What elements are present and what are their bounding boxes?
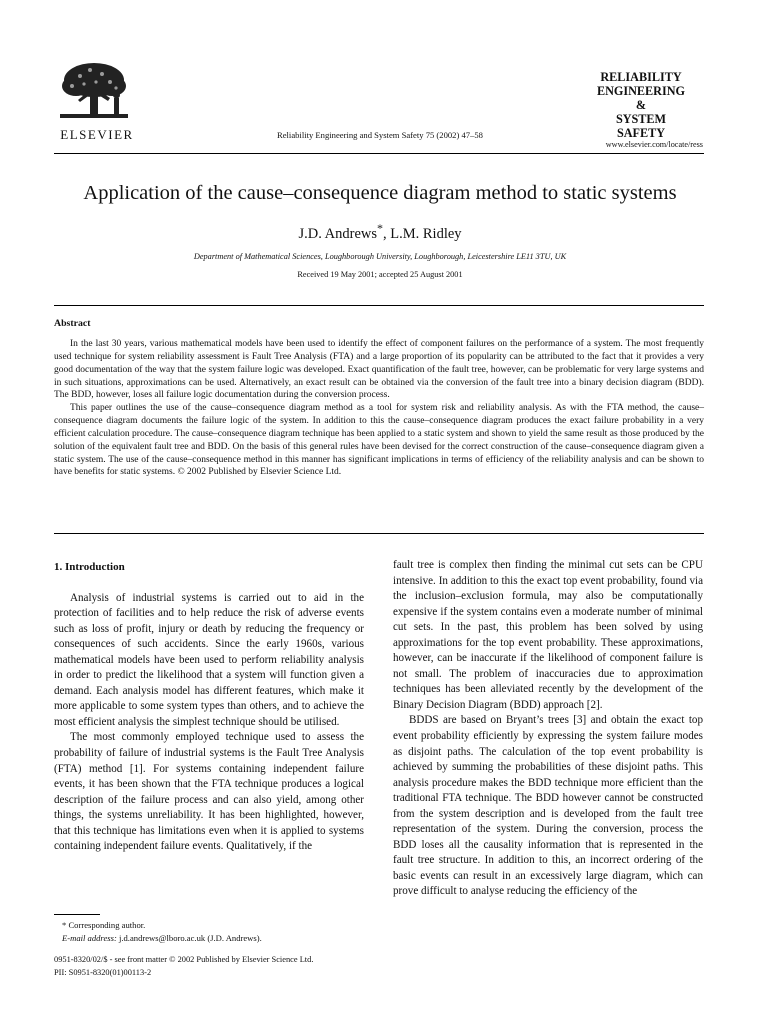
received-dates: Received 19 May 2001; accepted 25 August 2001 bbox=[297, 270, 463, 279]
body-paragraph: Analysis of industrial systems is carried out to aid in the protection of facilities and to help reduce the risk of adverse events such as loss of profit, injury or death by reducing the frequency or consequences of such accidents. Since the early 1960s, various mathematical models have been used to perform reliability analysis in order to predict the likelihood that a system will function given a demand. Each analysis model has different features, which make it more applicable to some system types than others, and to achieve the most efficient analysis the simplest technique should be utilised. bbox=[54, 591, 364, 728]
issn-line: 0951-8320/02/$ - see front matter © 2002 Published by Elsevier Science Ltd. bbox=[54, 955, 314, 964]
journal-url[interactable]: www.elsevier.com/locate/ress bbox=[605, 140, 703, 149]
abstract-bottom-divider bbox=[54, 533, 704, 534]
abstract-paragraph: This paper outlines the use of the cause–consequence diagram method as a tool for system risk and reliability analysis. As with the FTA method, the cause–consequence diagram documents the failure logic of the system. In addition to this the cause–consequence diagram produces the exact failure probability in a very efficient calculation procedure. The cause–consequence diagram technique has been applied to a static system and shown to yield the same result as those produced by the solution of the equivalent fault tree and BDD. On the basis of this general rules have been devised for the correct construction of the cause–consequence diagram given a static system. The use of the cause–consequence method in this manner has significant implications in terms of efficiency of the reliability analysis and can be shown to have benefits for static systems. © 2002 Published by Elsevier Science Ltd. bbox=[54, 403, 704, 478]
email-label: E-mail address: bbox=[62, 932, 117, 943]
body-paragraph: fault tree is complex then finding the minimal cut sets can be CPU intensive. In addition to this the exact top event probability, found via the inclusion–exclusion formula, may also be computationally expensive if the system contains even a moderate number of minimal cut sets. In the past, this problem has been solved by using approximations for the top event probability. These approximations, however, can be inaccurate if the likelihood of component failure is not small. The problem of inaccuracies due to approximation techniques has been alleviated recently by the development of the Binary Decision Diagram (BDD) approach [2]. bbox=[393, 559, 703, 711]
journal-title-line: SAFETY bbox=[616, 126, 666, 140]
section-heading: 1. Introduction bbox=[54, 561, 125, 573]
journal-title-line: ENGINEERING bbox=[596, 84, 686, 98]
pii-line: PII: S0951-8320(01)00113-2 bbox=[54, 967, 152, 977]
footnote-divider bbox=[54, 914, 100, 915]
journal-title-line: RELIABILITY bbox=[600, 70, 682, 84]
abstract-top-divider bbox=[54, 305, 704, 306]
body-paragraph: BDDS are based on Bryant’s trees [3] and obtain the exact top event probability efficiently by expressing the system failure modes as disjoint paths. The calculation of the top event probability is achieved by summing the probabilities of these disjoint paths. This analysis procedure makes the BDD technique more efficient than the traditional FTA technique. The BDD however cannot be constructed from the system description and is developed from the fault tree representation of the system. During the conversion, process the BDD loses all the causality information that is represented in the fault tree structure. In addition to this, an incorrect ordering of the basic events can result in an excessively large diagram, which can prove difficult to analyse reducing the efficiency of the bbox=[393, 714, 703, 898]
publisher-name: ELSEVIER bbox=[60, 127, 134, 142]
corresponding-author-note: * Corresponding author. bbox=[62, 920, 146, 930]
author-name: , L.M. Ridley bbox=[383, 225, 462, 242]
author-list bbox=[40, 221, 720, 243]
header-divider bbox=[54, 153, 704, 154]
author-affiliation: Department of Mathematical Sciences, Loughborough University, Loughborough, Leicestershire LE11 3TU, UK bbox=[193, 252, 567, 261]
journal-title-line: SYSTEM bbox=[615, 112, 667, 126]
elsevier-tree-logo bbox=[56, 60, 132, 124]
body-paragraph: The most commonly employed technique used to assess the probability of failure of industrial systems is the Fault Tree Analysis (FTA) method [1]. For systems containing independent failure events, it has been shown that the FTA technique produces a logical description of the failure process and can also yield, among other things, the systems unreliability. It has been highlighted, however, that this technique has limitations even when it is applied to systems containing independent failure events. Qualitatively, if the bbox=[54, 731, 364, 853]
author-name: J.D. Andrews bbox=[298, 225, 377, 242]
footnote bbox=[54, 919, 364, 944]
corresponding-author-mark[interactable]: * bbox=[377, 221, 383, 235]
author-email-line bbox=[54, 932, 364, 945]
journal-title-line: & bbox=[635, 98, 647, 112]
abstract-body bbox=[54, 338, 704, 479]
journal-title bbox=[580, 70, 702, 140]
author-email[interactable]: j.d.andrews@lboro.ac.uk (J.D. Andrews). bbox=[116, 932, 262, 943]
article-title: Application of the cause–consequence diagram method to static systems bbox=[83, 182, 677, 204]
left-column bbox=[54, 560, 364, 855]
abstract-paragraph: In the last 30 years, various mathematical models have been used to identify the effect of component failures on the performance of a system. The most frequently used technique for system reliability assessment is Fault Tree Analysis (FTA) and a large proportion of its popularity can be attributed to the fact that it provides a very good documentation of the way that the system failure logic was developed. Exact quantification of the fault tree, however, can be problematic for very large systems and in such situations, approximations can be used. Alternatively, an exact result can be obtained via the conversion of the fault tree into a binary decision diagram (BDD). The BDD, however, loses all failure logic documentation during the conversion process. bbox=[54, 339, 704, 401]
journal-citation: Reliability Engineering and System Safety 75 (2002) 47–58 bbox=[277, 130, 483, 140]
abstract-heading: Abstract bbox=[54, 318, 91, 329]
right-column bbox=[393, 558, 703, 900]
page-footer bbox=[54, 954, 414, 979]
